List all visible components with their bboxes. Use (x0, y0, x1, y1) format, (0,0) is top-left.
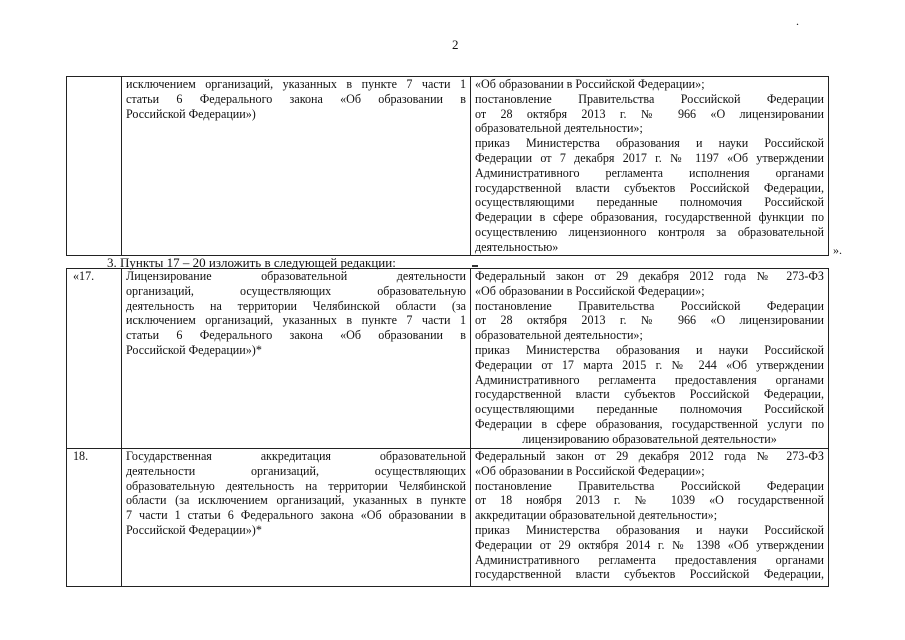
text-line: Российской Федерации») (126, 106, 256, 121)
table-row (67, 77, 829, 256)
text-line: постановление Правительства Российской Федерации (475, 478, 824, 493)
text-line: осуществлению лицензионного контроля за образовательной (475, 224, 824, 239)
page-number: 2 (452, 37, 459, 52)
legal-basis-cell (471, 77, 829, 256)
text-line: статьи 6 Федерального закона «Об образовании в (126, 328, 466, 343)
text-line: Федерации от 7 декабря 2017 г. № 1197 «Об утверждении (475, 150, 824, 165)
text-line: исключением организаций, указанных в пункте 7 части 1 (126, 313, 466, 328)
text-line: образовательную деятельность на территории Челябинской (126, 478, 466, 493)
text-line: постановление Правительства Российской Федерации (475, 91, 824, 106)
row-number-cell: 18. (67, 449, 122, 587)
scan-mark (472, 265, 478, 267)
text-line: Лицензирование образовательной деятельности (126, 269, 466, 283)
text-line: Федеральный закон от 29 декабря 2012 года № 273-ФЗ (475, 449, 824, 463)
services-table (66, 268, 829, 587)
text-line: Федеральный закон от 29 декабря 2012 года № 273-ФЗ (475, 269, 824, 283)
activity-cell (122, 77, 471, 256)
text-line: деятельностью» (475, 239, 559, 254)
text-line: образовательной деятельности»; (475, 121, 643, 136)
text-line: постановление Правительства Российской Федерации (475, 298, 824, 313)
row-number-cell (67, 77, 122, 256)
text-line: статьи 6 Федерального закона «Об образовании в (126, 91, 466, 106)
text-line: Федерации в сфере образования, государственной услуги по (475, 416, 824, 431)
text-line: Административного регламента исполнения органами (475, 165, 824, 180)
text-line: Государственная аккредитация образовательной (126, 449, 466, 463)
text-line: приказ Министерства образования и науки Российской (475, 136, 824, 151)
text-line: 7 части 1 статьи 6 Федерального закона «Об образовании в (126, 508, 466, 523)
activity-cell (122, 449, 471, 587)
text-line: приказ Министерства образования и науки Российской (475, 342, 824, 357)
text-line: Федерации от 17 марта 2015 г. № 244 «Об утверждении (475, 357, 824, 372)
table-row (67, 269, 829, 449)
text-line: «Об образовании в Российской Федерации»; (475, 463, 705, 478)
text-line: от 28 октября 2013 г. № 966 «О лицензировании (475, 313, 824, 328)
text-line: организаций, осуществляющих образовательную (126, 283, 466, 298)
text-line: государственной власти субъектов Российской Федерации, (475, 567, 824, 582)
text-line: от 18 ноября 2013 г. № 1039 «О государственной (475, 493, 824, 508)
text-line: Административного регламента предоставления органами (475, 552, 824, 567)
text-line: «Об образовании в Российской Федерации»; (475, 77, 705, 91)
text-line: «Об образовании в Российской Федерации»; (475, 283, 705, 298)
table-row (67, 449, 829, 587)
continued-table (66, 76, 829, 256)
text-line: от 28 октября 2013 г. № 966 «О лицензировании (475, 106, 824, 121)
text-line: лицензированию образовательной деятельности» (522, 431, 777, 446)
text-line: аккредитации образовательной деятельности»; (475, 508, 718, 523)
text-line: деятельности организаций, осуществляющих (126, 463, 466, 478)
text-line: исключением организаций, указанных в пункте 7 части 1 (126, 77, 466, 91)
row-number-cell: «17. (67, 269, 122, 449)
text-line: Российской Федерации»)* (126, 342, 262, 357)
text-line: Российской Федерации»)* (126, 522, 262, 537)
legal-basis-cell (471, 449, 829, 587)
text-line: Федерации от 29 октября 2014 г. № 1398 «Об утверждении (475, 537, 824, 552)
text-line: области (за исключением организаций, указанных в пункте (126, 493, 466, 508)
text-line: государственной власти субъектов Российской Федерации, (475, 180, 824, 195)
text-line: приказ Министерства образования и науки Российской (475, 522, 824, 537)
text-line: образовательной деятельности»; (475, 328, 643, 343)
text-line: Административного регламента предоставления органами (475, 372, 824, 387)
text-line: Федерации в сфере образования, государственной функции по (475, 210, 824, 225)
text-line: осуществляющими переданные полномочия Российской (475, 402, 824, 417)
closing-quote: ». (833, 243, 842, 257)
text-line: деятельность на территории Челябинской области (за (126, 298, 466, 313)
activity-cell (122, 269, 471, 449)
legal-basis-cell (471, 269, 829, 449)
text-line: государственной власти субъектов Российской Федерации, (475, 387, 824, 402)
page-mark: . (796, 14, 799, 28)
text-line: осуществляющими переданные полномочия Российской (475, 195, 824, 210)
section-heading: 3. Пункты 17 – 20 изложить в следующей редакции: (107, 255, 396, 270)
